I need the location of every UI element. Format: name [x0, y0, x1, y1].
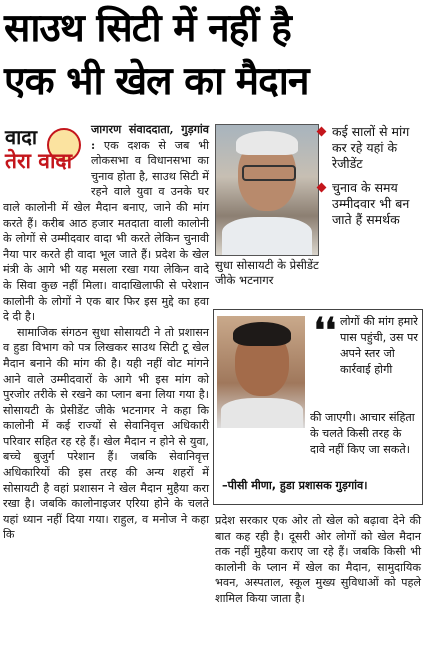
article-left-column [3, 122, 209, 543]
logo-text-bottom: तेरा वादा [5, 149, 73, 173]
photo-caption: सुधा सोसायटी के प्रेसीडेंट जीके भटनागर [215, 258, 319, 287]
logo-text-top: वादा [5, 125, 38, 149]
photo-pc-meena [217, 316, 305, 428]
quote-text-b: की जाएगी। आचार संहिता के चलते किसी तरह के दावे नहीं किए जा सकते। [310, 411, 415, 456]
bullet-item: चुनाव के समय उम्मीदवार भी बन जाते हैं समर्थक [318, 180, 424, 228]
article-paragraph-2: सामाजिक संगठन सुधा सोसायटी ने तो प्रशासन व हुडा विभाग को पत्र लिखकर साउथ सिटी टू खेल मैदान बनाने की मांग की है। यही नहीं वोट मांगने आने वाले उम्मीदवारों के आगे भी इस मांग को पुरजोर तरीके से रखने का प्लान बना लिया गया है। सोसायटी के प्रेसीडेंट जीके भटनागर ने कहा कि कालोनी में कई राज्यों से सेवानिवृत्त अधिकारी परिवार सहित रह रहे हैं। खेल मैदान न होने से युवा, बच्चे बुजुर्ग परेशान हैं। जबकि सेवानिवृत्त अधिकारियों की इस तरह की अन्य शहरों में सोसायटी है वहां प्रशासन ने खेल मैदान मुहैया करा रखा है। जबकि कालोनाइजर एरिया होने के चलते यहां ध्यान नहीं दिया गया। राहुल, व मनोज ने कहा कि [3, 325, 209, 542]
bullet-diamond-icon [317, 127, 327, 137]
headline [4, 2, 422, 108]
dateline: जागरण संवाददाता, गुड़गांव : [91, 122, 209, 152]
article-paragraph-3: प्रदेश सरकार एक ओर तो खेल को बढ़ावा देने की बात कह रही है। दूसरी ओर लोगों को खेल मैदान तक नहीं मुहैया कराए जा रहे हैं। जबकि किसी भी कालोनी के प्लान में खेल का मैदान, सामुदायिक भवन, अस्पताल, स्कूल मुख्य सुविधाओं को पहले शामिल किया जाता है। [215, 514, 421, 605]
quote-mark-icon: ❛❛ [314, 311, 336, 351]
headline-line-2: एक भी खेल का मैदान [4, 59, 309, 104]
article-p1-text: एक दशक से जब भी लोकसभा व विधानसभा का चुनाव होता है, साउथ सिटी में रहने वाले युवा व उनके घर वाले कालोनी में खेल मैदान बनाए, जाने की मांग करते हैं। करीब आठ हजार मतदाता वाली कालोनी के लोगों से उम्मीदवार वादा भी करते लेकिन चुनावी नैया पार करते ही वादा भूल जाते हैं। प्रदेश के खेल मंत्री के आगे भी यह मसला रखा गया लेकिन वादे के सिवा कुछ नहीं मिला। वादाखिलाफी से परेशान कालोनी के लोगों ने एक बार फिर इस मुद्दे का हवा दे दी है। [3, 138, 209, 324]
bullet-diamond-icon [317, 183, 327, 193]
bullet-item: कई सालों से मांग कर रहे यहां के रेजीडेंट [318, 124, 424, 172]
headline-line-1: साउथ सिटी में नहीं है [4, 6, 291, 51]
quote-text-a: लोगों की मांग हमारे पास पहुंची, उस पर अपने स्तर जो कार्रवाई होगी [340, 315, 418, 376]
article-right-column [215, 513, 421, 607]
quote-attribution: –पीसी मीणा, हुडा प्रशासक गुड़गांव। [222, 479, 368, 492]
vaada-tera-vaada-logo [3, 126, 85, 184]
quote-box [213, 309, 423, 505]
photo-gk-bhatnagar [215, 124, 319, 256]
highlight-bullets [318, 124, 424, 236]
